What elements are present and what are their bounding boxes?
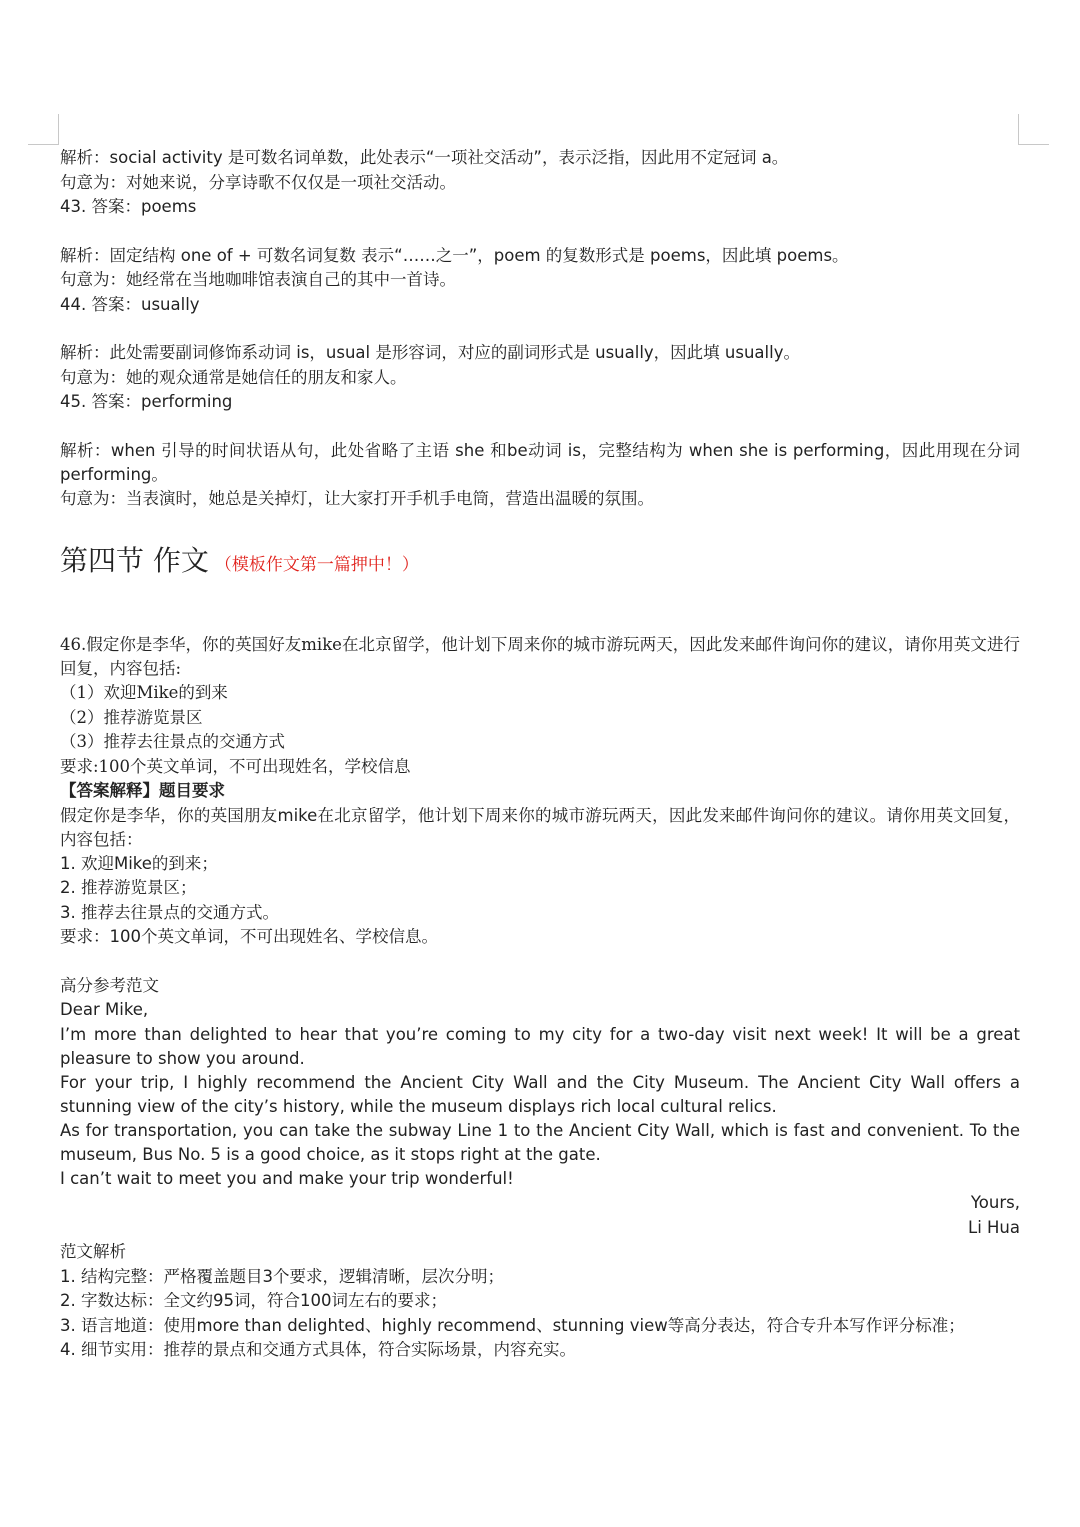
answer-paragraph: 假定你是李华，你的英国朋友mike在北京留学，他计划下周来你的城市游玩两天，因此发来邮件询问你的建议。请你用英文回复，内容包括： xyxy=(60,805,1020,849)
analysis-item: 1. 结构完整：严格覆盖题目3个要求，逻辑清晰，层次分明； xyxy=(60,1266,504,1286)
meaning-line: 句意为：当表演时，她总是关掉灯，让大家打开手机手电筒，营造出温暖的氛围。 xyxy=(60,488,654,508)
letter-paragraph: I’m more than delighted to hear that you’re coming to my city for a two-day visit next week! It will be a great pleasure to show you around. xyxy=(60,1024,1020,1068)
answer-item: 3. 推荐去往景点的交通方式。 xyxy=(60,902,279,922)
answer-item: 1. 欢迎Mike的到来； xyxy=(60,853,218,873)
explanation-line: 解析：固定结构 one of + 可数名词复数 表示“……之一”，poem 的复数形式是 poems，因此填 poems。 xyxy=(60,245,849,265)
sample-title: 高分参考范文 xyxy=(60,975,159,995)
analysis-item: 2. 字数达标：全文约95词，符合100词左右的要求； xyxy=(60,1291,447,1310)
meaning-line: 句意为：对她来说，分享诗歌不仅仅是一项社交活动。 xyxy=(60,172,456,192)
answer-line: 45. 答案：performing xyxy=(60,392,233,411)
letter-closing: Yours, xyxy=(970,1193,1020,1212)
letter-signature: Li Hua xyxy=(968,1217,1020,1237)
section-note: （模板作文第一篇押中！） xyxy=(214,555,419,575)
explanation-paragraph: 解析：when 引导的时间状语从句，此处省略了主语 she 和be动词 is，完整结构为 when she is performing，因此用现在分词 performing。 xyxy=(60,440,1020,484)
letter-paragraph: I can’t wait to meet you and make your trip wonderful! xyxy=(60,1168,514,1188)
page-corner-mark xyxy=(1018,114,1049,145)
analysis-item: 3. 语言地道：使用more than delighted、highly recommend、stunning view等高分表达，符合专升本写作评分标准； xyxy=(60,1315,965,1335)
explanation-line: 解析：此处需要副词修饰系动词 is，usual 是形容词，对应的副词形式是 usually，因此填 usually。 xyxy=(60,343,800,362)
task-requirement: 要求:100个英文单词，不可出现姓名，学校信息 xyxy=(60,756,411,776)
meaning-line: 句意为：她经常在当地咖啡馆表演自己的其中一首诗。 xyxy=(60,270,456,289)
document-page xyxy=(60,146,1020,1363)
task-item: （1）欢迎Mike的到来 xyxy=(60,683,228,702)
task-item: （3）推荐去往景点的交通方式 xyxy=(60,732,285,751)
answer-title: 【答案解释】题目要求 xyxy=(60,781,225,800)
task-item: （2）推荐游览景区 xyxy=(60,707,203,727)
answer-requirement: 要求：100个英文单词，不可出现姓名、学校信息。 xyxy=(60,927,438,946)
letter-paragraph: As for transportation, you can take the subway Line 1 to the Ancient City Wall, which is fast and convenient. To the museum, Bus No. 5 is a good choice, as it stops right at the gate. xyxy=(60,1120,1020,1164)
page-corner-mark xyxy=(28,114,59,145)
section-title: 第四节 作文 xyxy=(60,544,209,577)
explanation-line: 解析：social activity 是可数名词单数，此处表示“一项社交活动”，表示泛指，因此用不定冠词 a。 xyxy=(60,148,789,167)
section-heading xyxy=(60,539,1020,579)
letter-greeting: Dear Mike, xyxy=(60,1000,149,1019)
answer-line: 43. 答案：poems xyxy=(60,197,197,216)
analysis-item: 4. 细节实用：推荐的景点和交通方式具体，符合实际场景，内容充实。 xyxy=(60,1340,576,1359)
answer-line: 44. 答案：usually xyxy=(60,294,200,314)
task-intro: 46.假定你是李华，你的英国好友mike在北京留学，他计划下周来你的城市游玩两天，因此发来邮件询问你的建议，请你用英文进行回复，内容包括: xyxy=(60,635,1020,678)
letter-paragraph: For your trip, I highly recommend the Ancient City Wall and the City Museum. The Ancient City Wall offers a stunning view of the city’s history, while the museum displays rich local cultural relics. xyxy=(60,1072,1020,1116)
analysis-title: 范文解析 xyxy=(60,1242,126,1261)
meaning-line: 句意为：她的观众通常是她信任的朋友和家人。 xyxy=(60,367,407,387)
answer-item: 2. 推荐游览景区； xyxy=(60,878,197,897)
